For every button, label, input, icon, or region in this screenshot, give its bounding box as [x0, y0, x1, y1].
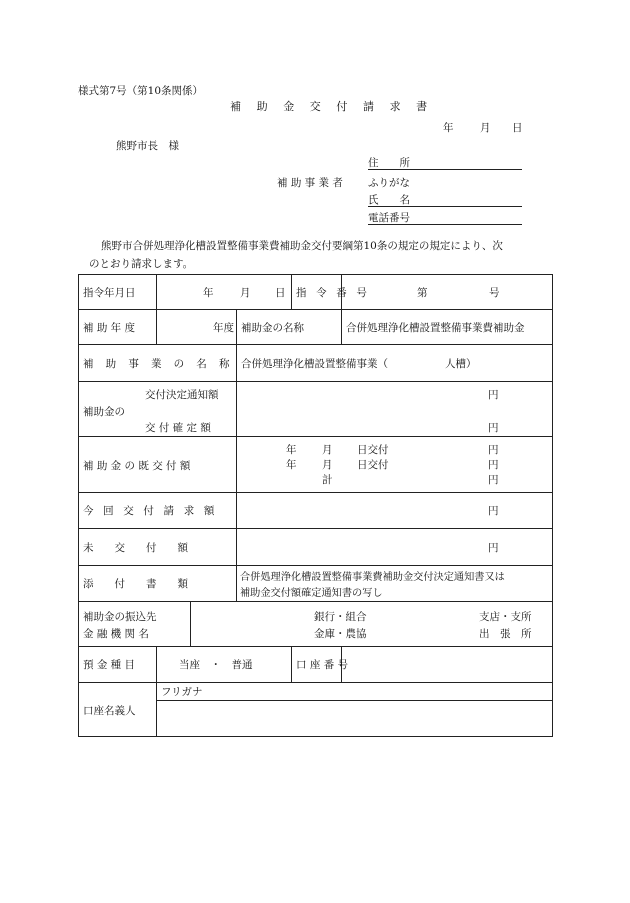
- fiscal-year-label-cell: [79, 310, 157, 345]
- intro-line-2: のとおり請求します。: [89, 258, 194, 270]
- account-holder-label-cell: [79, 683, 157, 737]
- paid-1-yen: 円: [488, 444, 499, 456]
- fiscal-year-value: 年度: [213, 322, 234, 334]
- unpaid-label: 未 交 付 額: [83, 542, 188, 554]
- phone-line: [368, 210, 522, 225]
- designation-month: 月: [240, 287, 251, 299]
- already-paid-label: 補 助 金 の 既 交 付 額: [83, 460, 191, 472]
- attachments-label-cell: [79, 566, 237, 602]
- current-request-label: 今 回 交 付 請 求 額: [83, 505, 218, 517]
- subsidy-amount-field[interactable]: [237, 382, 553, 437]
- designation-number-label-cell: [292, 275, 371, 310]
- designation-number-label: 指 令 番 号: [296, 287, 371, 299]
- project-name-label: 補 助 事 業 の 名 称: [83, 358, 234, 370]
- designation-date-label-cell: [79, 275, 157, 310]
- branch-type-2: 出 張 所: [479, 628, 532, 640]
- unpaid-field[interactable]: [237, 529, 553, 566]
- designation-number-prefix: 第: [417, 287, 428, 299]
- paid-total-yen: 円: [488, 474, 499, 486]
- project-name-unit: 人槽）: [445, 358, 477, 370]
- bank-label-line-2: 金 融 機 関 名: [83, 628, 149, 640]
- designation-year: 年: [203, 287, 214, 299]
- paid-1-year: 年: [286, 444, 297, 456]
- unpaid-yen: 円: [488, 542, 499, 554]
- row-subsidy-amounts: [79, 382, 553, 437]
- row-current-request: [79, 493, 553, 529]
- row-already-paid: [79, 437, 553, 493]
- name-line: [368, 192, 522, 207]
- applicant-group-label: 補 助 事 業 者: [277, 177, 343, 189]
- address-label: 住 所: [368, 157, 410, 169]
- row-designation: [79, 275, 553, 310]
- fiscal-year-field[interactable]: [157, 310, 237, 345]
- project-name-value: 合併処理浄化槽設置整備事業（: [241, 358, 388, 370]
- bank-type-2: 金庫・農協: [314, 628, 367, 640]
- request-form-table: [78, 274, 553, 737]
- row-deposit: [79, 647, 553, 683]
- project-name-field[interactable]: [237, 345, 553, 382]
- current-request-yen: 円: [488, 505, 499, 517]
- addressee: 熊野市長 様: [116, 140, 179, 152]
- intro-line-1: 熊野市合併処理浄化槽設置整備事業費補助金交付要綱第10条の規定の規定により、次: [101, 240, 503, 252]
- row-fiscal-year: [79, 310, 553, 345]
- row-attachments: [79, 566, 553, 602]
- date-month-label: 月: [480, 122, 491, 134]
- phone-label: 電話番号: [368, 212, 410, 224]
- subsidy-amount-label-cell: [79, 382, 237, 437]
- row-project-name: [79, 345, 553, 382]
- account-number-field[interactable]: [342, 647, 553, 683]
- account-holder-name-field[interactable]: [157, 701, 553, 737]
- unpaid-label-cell: [79, 529, 237, 566]
- account-number-label-cell: [292, 647, 349, 683]
- form-number: 様式第7号（第10条関係）: [78, 85, 204, 97]
- subsidy-name-field: [342, 310, 553, 345]
- bank-type-1: 銀行・組合: [314, 611, 367, 623]
- furigana-label: ふりがな: [368, 177, 410, 189]
- final-amount-label: 交 付 確 定 額: [145, 422, 211, 434]
- deposit-type-label-cell: [79, 647, 157, 683]
- subsidy-name-label-cell: [237, 310, 342, 345]
- date-year-label: 年: [443, 122, 454, 134]
- current-request-label-cell: [79, 493, 237, 529]
- furigana-kana-label: フリガナ: [161, 686, 203, 698]
- deposit-type-value: 当座 ・ 普通: [179, 659, 253, 671]
- already-paid-field[interactable]: [237, 437, 553, 493]
- paid-2-year: 年: [286, 459, 297, 471]
- designation-date-label: 指令年月日: [83, 287, 136, 299]
- attachments-line-1: 合併処理浄化槽設置整備事業費補助金交付決定通知書又は: [240, 572, 505, 583]
- designation-day: 日: [275, 287, 286, 299]
- paid-2-month: 月: [322, 459, 333, 471]
- fiscal-year-label: 補 助 年 度: [83, 322, 136, 334]
- account-holder-label: 口座名義人: [83, 704, 136, 717]
- page-title: 補 助 金 交 付 請 求 書: [230, 100, 434, 113]
- account-holder-kana-field[interactable]: [157, 683, 553, 701]
- account-number-label: 口 座 番 号: [296, 659, 349, 671]
- decision-notice-label: 交付決定通知額: [145, 389, 219, 401]
- current-request-field[interactable]: [237, 493, 553, 529]
- date-day-label: 日: [512, 122, 523, 134]
- subsidy-prefix: 補助金の: [83, 406, 125, 418]
- attachments-field: [237, 566, 553, 602]
- decision-notice-yen: 円: [488, 389, 499, 401]
- paid-2-yen: 円: [488, 459, 499, 471]
- bank-label-cell: [79, 602, 191, 647]
- already-paid-label-cell: [79, 437, 237, 493]
- row-unpaid: [79, 529, 553, 566]
- bank-field[interactable]: [191, 602, 553, 647]
- subsidy-name-value: 合併処理浄化槽設置整備事業費補助金: [346, 322, 525, 334]
- name-label: 氏 名: [368, 194, 410, 206]
- deposit-type-label: 預 金 種 目: [83, 659, 136, 671]
- paid-2-day: 日交付: [357, 459, 389, 471]
- attachments-line-2: 補助金交付額確定通知書の写し: [240, 588, 383, 599]
- paid-1-day: 日交付: [357, 444, 389, 456]
- paid-total-label: 計: [322, 474, 333, 486]
- address-line: [368, 155, 522, 170]
- paid-1-month: 月: [322, 444, 333, 456]
- attachments-label: 添 付 書 類: [83, 578, 188, 590]
- subsidy-name-label: 補助金の名称: [241, 322, 304, 334]
- furigana-line: [368, 175, 522, 189]
- final-amount-yen: 円: [488, 422, 499, 434]
- row-bank: [79, 602, 553, 647]
- branch-type-1: 支店・支所: [479, 611, 532, 623]
- project-name-label-cell: [79, 345, 237, 382]
- row-account-holder-kana: [79, 683, 553, 701]
- designation-number-field[interactable]: [342, 275, 553, 310]
- designation-number-suffix: 号: [489, 287, 500, 299]
- designation-date-field[interactable]: [157, 275, 292, 310]
- deposit-type-field[interactable]: [157, 647, 292, 683]
- bank-label-line-1: 補助金の振込先: [83, 611, 157, 623]
